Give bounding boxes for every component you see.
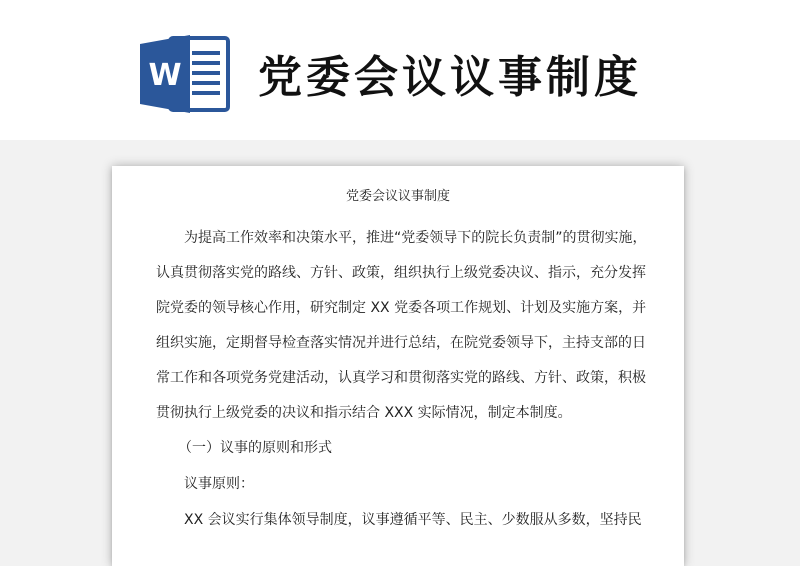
paragraph-line: 议事原则： xyxy=(184,476,254,492)
header-banner xyxy=(0,0,800,140)
paragraph-line: 为提高工作效率和决策水平，推进“党委领导下的院长负责制”的贯彻实施， xyxy=(184,230,647,246)
paragraph-line: 认真贯彻落实党的路线、方针、政策，组织执行上级党委决议、指示，充分发挥 xyxy=(156,265,646,281)
document-page xyxy=(112,166,684,566)
paragraph-line: 常工作和各项党务党建活动，认真学习和贯彻落实党的路线、方针、政策，积极 xyxy=(156,370,646,386)
paragraph-line: XX 会议实行集体领导制度，议事遵循平等、民主、少数服从多数，坚持民 xyxy=(184,512,642,528)
paragraph-line: 贯彻执行上级党委的决议和指示结合 XXX 实际情况，制定本制度。 xyxy=(156,405,572,421)
banner-title: 党委会议议事制度 xyxy=(258,52,642,103)
paragraph-line: 组织实施，定期督导检查落实情况并进行总结，在院党委领导下，主持支部的日 xyxy=(156,335,646,351)
word-icon-letter: W xyxy=(148,58,182,93)
word-document-icon xyxy=(140,33,230,115)
section-heading: （一）议事的原则和形式 xyxy=(178,440,332,456)
document-title: 党委会议议事制度 xyxy=(345,189,450,204)
paragraph-line: 院党委的领导核心作用，研究制定 XX 党委各项工作规划、计划及实施方案，并 xyxy=(156,300,647,316)
